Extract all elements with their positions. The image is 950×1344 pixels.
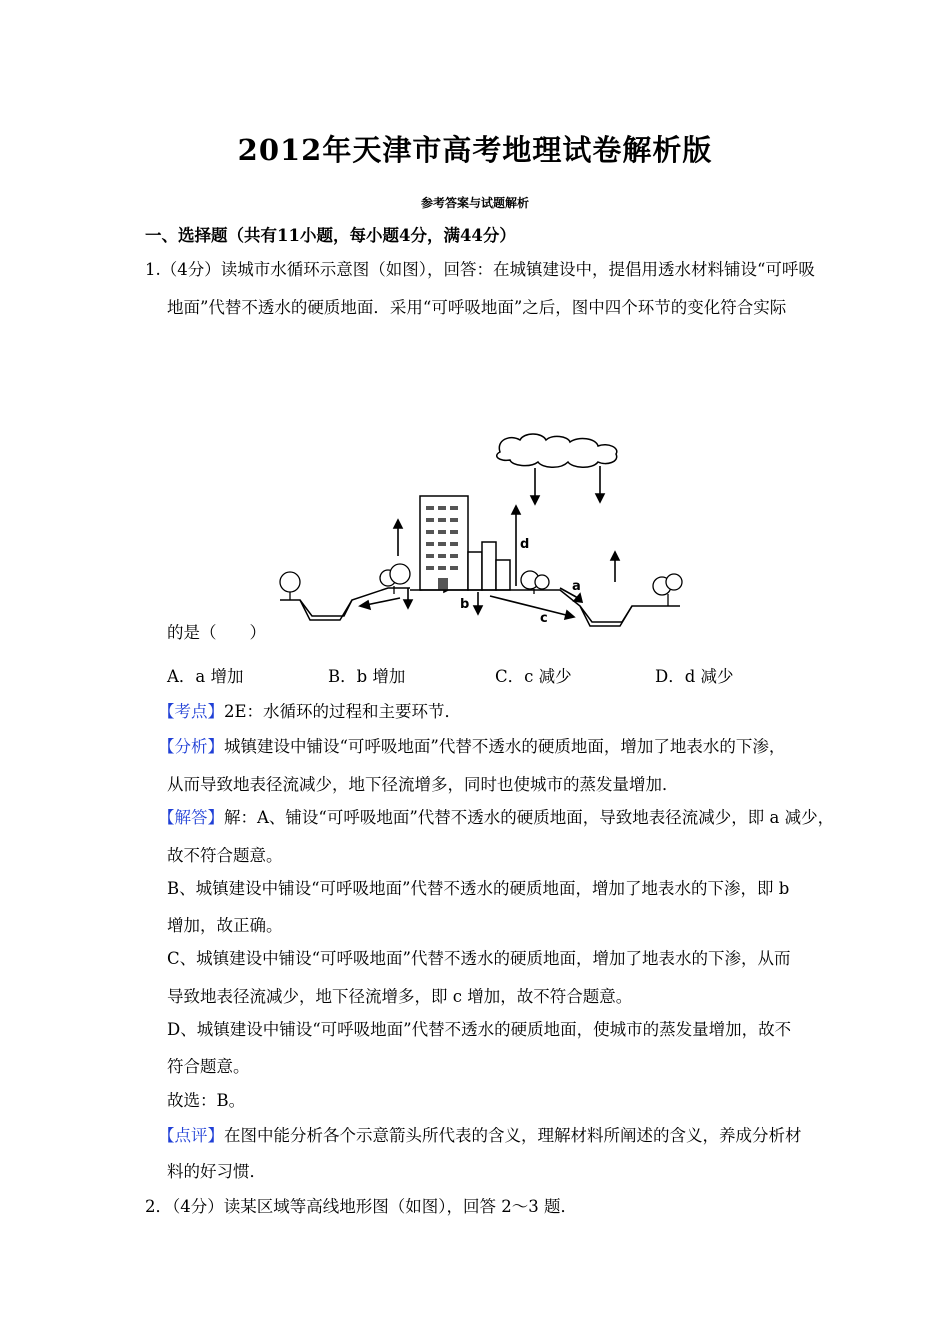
jieda-row [158, 804, 834, 828]
document-subtitle: 参考答案与试题解析 [420, 196, 529, 210]
jieda-tag: 【解答】 [158, 808, 224, 827]
q2-stem: 2．（4分）读某区域等高线地形图（如图），回答 2～3 题． [145, 1197, 577, 1216]
label-a: a [572, 579, 581, 594]
jieda-d-2: 符合题意。 [167, 1057, 250, 1076]
water-cycle-figure [260, 430, 700, 640]
fenxi-row [158, 733, 785, 757]
q1-stem-line2: 地面”代替不透水的硬质地面．采用“可呼吸地面”之后，图中四个环节的变化符合实际 [167, 298, 787, 317]
option-b: B．b 增加 [328, 667, 406, 686]
kaodian-text: 2E：水循环的过程和主要环节． [224, 702, 462, 721]
q1-stem-line3: 的是（ ） [167, 623, 266, 642]
jieda-b-2: 增加，故正确。 [167, 916, 283, 935]
dianping-text-2: 料的好习惯． [167, 1162, 266, 1181]
option-c: C．c 减少 [495, 667, 572, 686]
kaodian-tag: 【考点】 [158, 702, 224, 721]
kaodian-row [158, 698, 461, 722]
label-d: d [520, 537, 530, 552]
jieda-a-1: 解：A、铺设“可呼吸地面”代替不透水的硬质地面，导致地表径流减少，即 a 减少， [224, 808, 835, 827]
fenxi-tag: 【分析】 [158, 737, 224, 756]
option-d: D．d 减少 [655, 667, 734, 686]
fenxi-text-2: 从而导致地表径流减少，地下径流增多，同时也使城市的蒸发量增加． [167, 775, 679, 794]
q1-stem-line1: 1.（4分）读城市水循环示意图（如图），回答：在城镇建设中，提倡用透水材料铺设“可呼吸 [145, 260, 815, 279]
dianping-row [158, 1122, 802, 1146]
jieda-b-1: B、城镇建设中铺设“可呼吸地面”代替不透水的硬质地面，增加了地表水的下渗，即 b [167, 879, 790, 898]
dianping-tag: 【点评】 [158, 1126, 224, 1145]
dianping-text-1: 在图中能分析各个示意箭头所代表的含义，理解材料所阐述的含义，养成分析材 [224, 1126, 802, 1145]
jieda-d-1: D、城镇建设中铺设“可呼吸地面”代替不透水的硬质地面，使城市的蒸发量增加，故不 [167, 1020, 792, 1039]
option-a: A．a 增加 [167, 667, 244, 686]
answer-line: 故选：B。 [167, 1091, 246, 1110]
label-c: c [540, 611, 548, 626]
section-heading: 一、选择题（共有11小题，每小题4分，满44分） [145, 226, 516, 245]
label-b: b [460, 597, 470, 612]
fenxi-text-1: 城镇建设中铺设“可呼吸地面”代替不透水的硬质地面，增加了地表水的下渗， [224, 737, 786, 756]
cloud-icon [497, 434, 617, 467]
document-title: 2012年天津市高考地理试卷解析版 [237, 133, 713, 167]
jieda-c-2: 导致地表径流减少，地下径流增多，即 c 增加，故不符合题意。 [167, 987, 633, 1006]
jieda-a-2: 故不符合题意。 [167, 846, 283, 865]
jieda-c-1: C、城镇建设中铺设“可呼吸地面”代替不透水的硬质地面，增加了地表水的下渗，从而 [167, 949, 791, 968]
